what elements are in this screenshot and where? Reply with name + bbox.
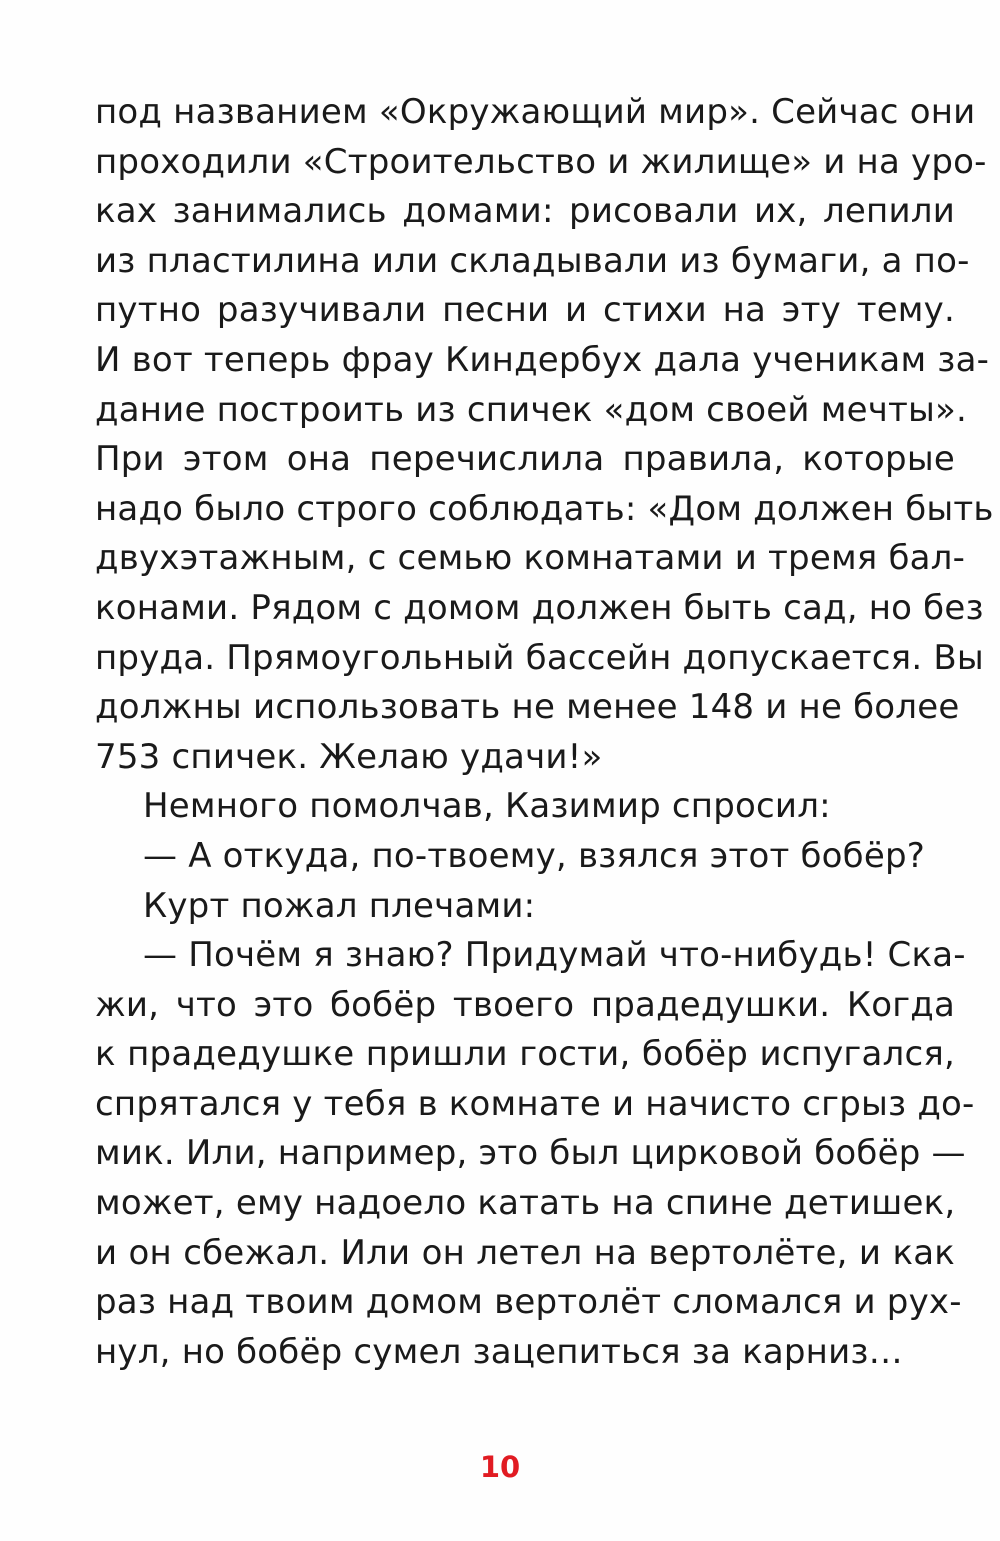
text-line: При этом она перечислила правила, которые: [95, 439, 955, 480]
text-line: дание построить из спичек «дом своей мечты».: [95, 389, 968, 430]
text-line: И вот теперь фрау Киндербух дала ученикам за-: [95, 339, 990, 380]
text-line: — А откуда, по-твоему, взялся этот бобёр?: [143, 835, 925, 876]
text-line: нул, но бобёр сумел зацепиться за карниз…: [95, 1331, 903, 1372]
text-line: и он сбежал. Или он летел на вертолёте, и как: [95, 1232, 955, 1273]
text-line: путно разучивали песни и стихи на эту тему.: [95, 290, 955, 331]
text-line: конами. Рядом с домом должен быть сад, но без: [95, 587, 984, 628]
text-line: спрятался у тебя в комнате и начисто сгрыз до-: [95, 1083, 975, 1124]
text-line: к прадедушке пришли гости, бобёр испугался,: [95, 1034, 955, 1075]
text-line: жи, что это бобёр твоего прадедушки. Когда: [95, 984, 955, 1025]
text-line: Курт пожал плечами:: [143, 885, 536, 926]
text-line: может, ему надоело катать на спине детишек,: [95, 1183, 956, 1224]
text-line: проходили «Строительство и жилище» и на уро-: [95, 141, 987, 182]
text-line: ках занимались домами: рисовали их, лепили: [95, 191, 955, 232]
text-line: надо было строго соблюдать: «Дом должен быть: [95, 488, 994, 529]
text-line: из пластилина или складывали из бумаги, а по-: [95, 240, 970, 281]
text-line: 753 спичек. Желаю удачи!»: [95, 736, 603, 777]
body-text: [95, 88, 994, 1377]
text-line: пруда. Прямоугольный бассейн допускается. Вы: [95, 637, 984, 678]
text-line: мик. Или, например, это был цирковой бобёр —: [95, 1133, 966, 1174]
text-line: Немного помолчав, Казимир спросил:: [143, 786, 831, 827]
text-line: двухэтажным, с семью комнатами и тремя бал-: [95, 538, 966, 579]
text-line: — Почём я знаю? Придумай что-нибудь! Ска-: [143, 935, 966, 976]
text-line: должны использовать не менее 148 и не более: [95, 687, 960, 728]
page-number: 10: [479, 1450, 521, 1484]
text-line: под названием «Окружающий мир». Сейчас они: [95, 92, 976, 132]
text-line: раз над твоим домом вертолёт сломался и рух-: [95, 1282, 962, 1323]
